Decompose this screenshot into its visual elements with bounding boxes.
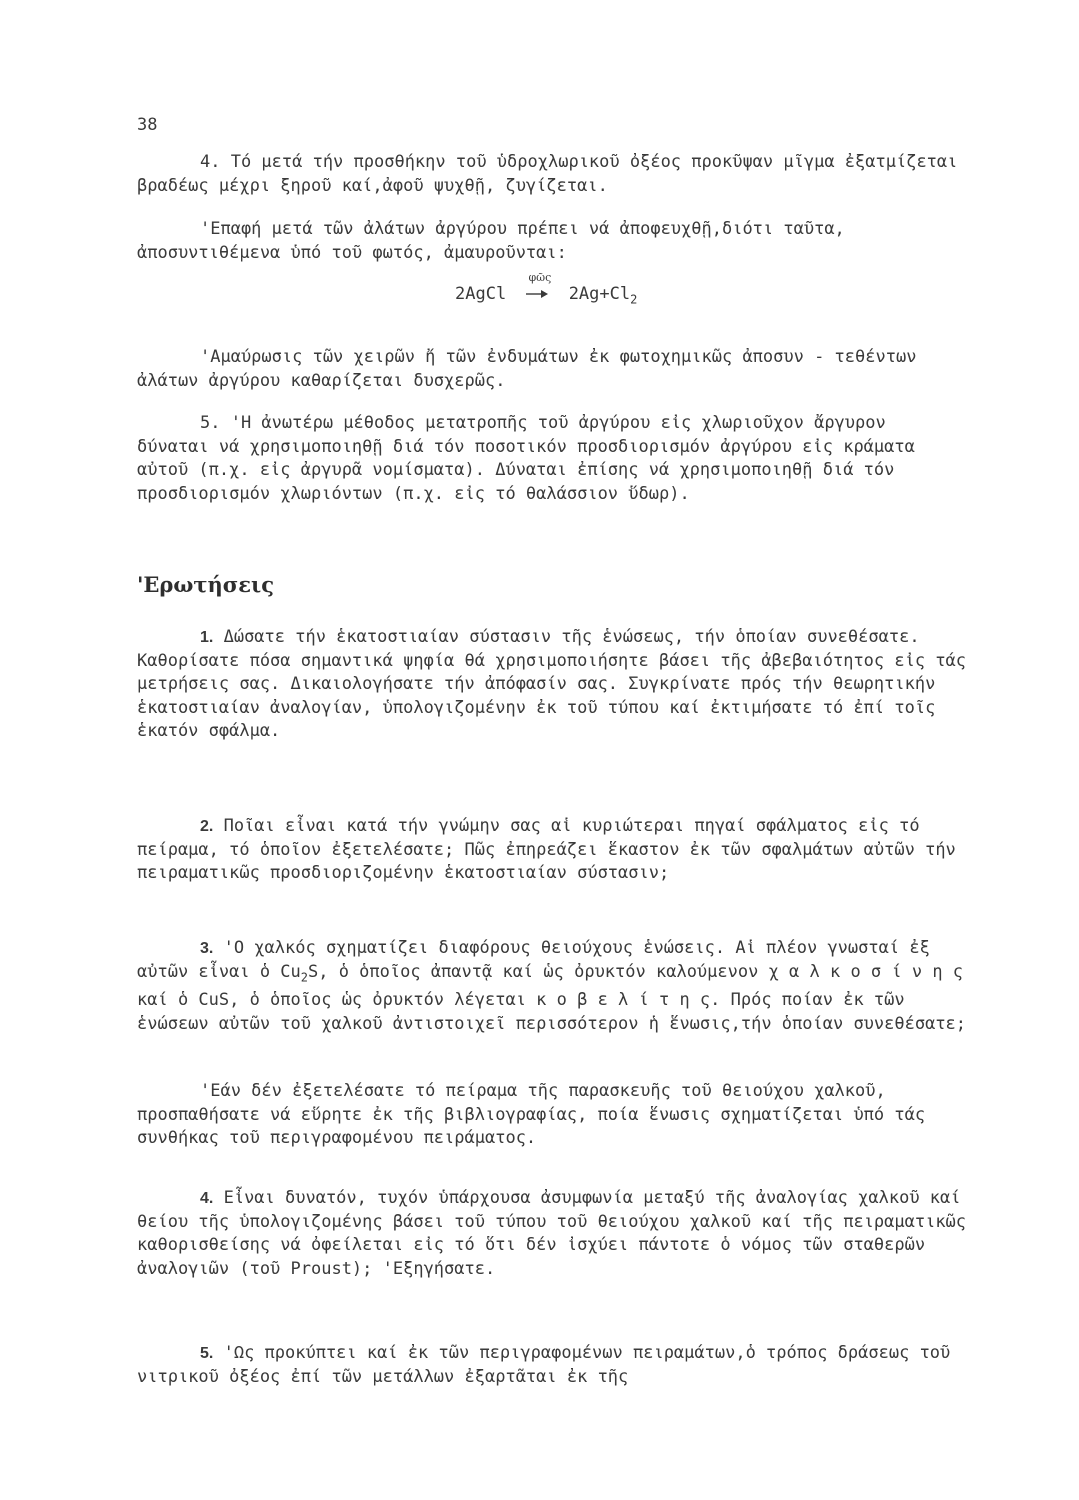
questions-heading: 'Ερωτήσεις bbox=[137, 572, 274, 597]
paragraph-text: 5. 'Η ἀνωτέρω μέθοδος μετατροπῆς τοῦ ἀργύρου εἰς χλωριοῦχον ἄργυρον δύναται νά χρησιμοποιηθῇ διά τόν ποσοτικόν προσδιορισμόν ἀργύρου εἰς κράματα αὐτοῦ (π.χ. εἰς ἀργυρᾶ νομίσματα). Δύναται ἐπίσης νά χρησιμοποιηθῇ διά τόν προσδιορισμόν χλωριόντων (π.χ. εἰς τό θαλάσσιον ὕδωρ). bbox=[137, 413, 915, 504]
arrow-label: φῶς bbox=[528, 271, 552, 284]
paragraph-text: 4. Τό μετά τήν προσθήκην τοῦ ὑδροχλωρικοῦ ὀξέος προκῦψαν μῖγμα ἐξατμίζεται βραδέως μέχρι ξηροῦ καί,ἀφοῦ ψυχθῇ, ζυγίζεται. bbox=[137, 152, 958, 196]
arrow-icon bbox=[526, 289, 548, 299]
question-text: 'Ως προκύπτει καί ἐκ τῶν περιγραφομένων πειραμάτων,ὁ τρόπος δράσεως τοῦ νιτρικοῦ ὀξέος ἐπί τῶν μετάλλων ἐξαρτᾶται ἐκ τῆς bbox=[137, 1343, 951, 1387]
question-number: 3. bbox=[200, 940, 214, 957]
question-number: 5. bbox=[200, 1345, 214, 1362]
question-number: 2. bbox=[200, 818, 214, 835]
reaction-arrow bbox=[526, 271, 552, 304]
question-3-note bbox=[137, 1080, 967, 1151]
question-text: 'Εάν δέν ἐξετελέσατε τό πείραμα τῆς παρασκευῆς τοῦ θειούχου χαλκοῦ, προσπαθήσατε νά εὕρητε ἐκ τῆς βιβλιογραφίας, ποία ἕνωσις σχηματίζεται ὑπό τάς συνθήκας τοῦ περιγραφομένου πειράματος. bbox=[137, 1081, 926, 1148]
paragraph-step-5 bbox=[137, 412, 967, 506]
paragraph-darkening bbox=[137, 346, 967, 393]
question-number: 1. bbox=[200, 629, 214, 646]
paragraph-text: 'Αμαύρωσις τῶν χειρῶν ἤ τῶν ἐνδυμάτων ἐκ φωτοχημικῶς ἀποσυν - τεθέντων ἀλάτων ἀργύρου καθαρίζεται δυσχερῶς. bbox=[137, 347, 917, 391]
question-5 bbox=[137, 1342, 967, 1389]
question-text: 'Ο χαλκός σχηματίζει διαφόρους θειούχους ἑνώσεις. Αἱ πλέον γνωσταί ἐξ αὐτῶν εἶναι ὁ Cu bbox=[137, 938, 930, 982]
paragraph-silver-contact bbox=[137, 218, 967, 265]
reactant: 2AgCl bbox=[455, 284, 507, 304]
paragraph-step-4 bbox=[137, 151, 967, 198]
product-subscript: 2 bbox=[630, 292, 638, 307]
question-text-continued: S, ὁ ὁποῖος ἀπαντᾷ καί ὡς ὀρυκτόν καλούμενον χ α λ κ ο σ ί ν η ς καί ὁ CuS, ὁ ὁποῖος ὡς ὀρυκτόν λέγεται κ ο β ε λ ί τ η ς. Πρός ποίαν ἐκ τῶν ἑνώσεων αὐτῶν τοῦ χαλκοῦ ἀντιστοιχεῖ περισσότερον ἡ ἕνωσις,τήν ὁποίαν συνεθέσατε; bbox=[137, 961, 967, 1034]
page-number: 38 bbox=[137, 115, 158, 135]
question-4 bbox=[137, 1187, 967, 1281]
question-text: Εἶναι δυνατόν, τυχόν ὑπάρχουσα ἀσυμφωνία μεταξύ τῆς ἀναλογίας χαλκοῦ καί θείου τῆς ὑπολογιζομένης βάσει τοῦ τύπου τοῦ θειούχου χαλκοῦ καί τῆς πειραματικῶς καθορισθείσης νά ὀφείλεται εἰς τό ὅτι δέν ἰσχύει πάντοτε ὁ νόμος τῶν σταθερῶν ἀναλογιῶν (τοῦ Proust); 'Εξηγήσατε. bbox=[137, 1188, 967, 1279]
question-1 bbox=[137, 626, 967, 744]
paragraph-text: 'Επαφή μετά τῶν ἀλάτων ἀργύρου πρέπει νά ἀποφευχθῇ,διότι ταῦτα, ἀποσυντιθέμενα ὑπό τοῦ φωτός, ἀμαυροῦνται: bbox=[137, 219, 845, 263]
question-number: 4. bbox=[200, 1190, 214, 1207]
chemical-equation bbox=[455, 271, 638, 307]
question-2 bbox=[137, 815, 967, 886]
formula-subscript: 2 bbox=[300, 969, 308, 984]
question-text: Ποῖαι εἶναι κατά τήν γνώμην σας αἱ κυριώτεραι πηγαί σφάλματος εἰς τό πείραμα, τό ὁποῖον ἐξετελέσατε; Πῶς ἐπηρεάζει ἕκαστον ἐκ τῶν σφαλμάτων αὐτῶν τήν πειραματικῶς προσδιοριζομένην ἑκατοστιαίαν σύστασιν; bbox=[137, 816, 956, 883]
product: 2Ag+Cl bbox=[568, 284, 631, 304]
question-text: Δώσατε τήν ἑκατοστιαίαν σύστασιν τῆς ἑνώσεως, τήν ὁποίαν συνεθέσατε. Καθορίσατε πόσα σημαντικά ψηφία θά χρησιμοποιήσητε βάσει τῆς ἀβεβαιότητος εἰς τάς μετρήσεις σας. Δικαιολογήσατε τήν ἀπόφασίν σας. Συγκρίνατε πρός τήν θεωρητικήν ἑκατοστιαίαν ἀναλογίαν, ὑπολογιζομένην ἐκ τοῦ τύπου καί ἐκτιμήσατε τό ἐπί τοῖς ἑκατόν σφάλμα. bbox=[137, 627, 967, 741]
question-3 bbox=[137, 937, 967, 1036]
